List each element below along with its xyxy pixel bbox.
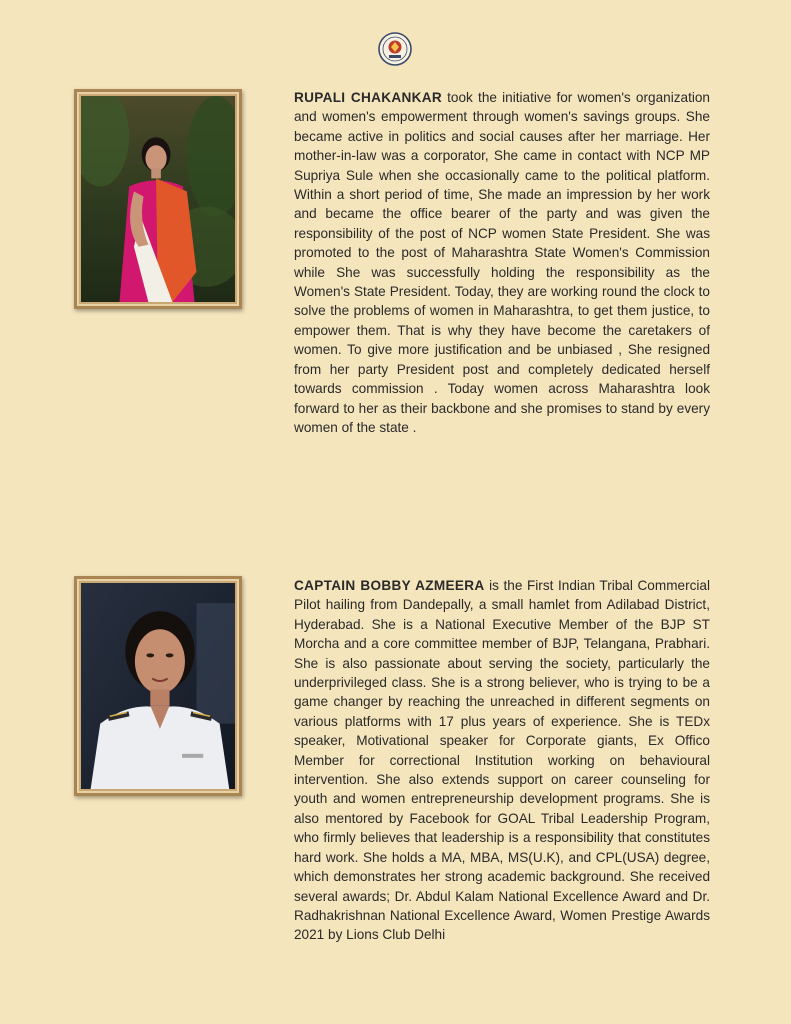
portrait-photo (81, 583, 235, 789)
profile-photo-rupali (74, 89, 242, 309)
profile-bio-text: took the initiative for women's organization and women's empowerment through women's savings groups. She became active in politics and social causes after her marriage. Her mother-in-law was a corporator, She came in contact with NCP MP Supriya Sule when she occasionally came to the political platform. Within a short period of time, She made an impression by her work and became the office bearer of the party and was given the responsibility of the post of NCP women State President. She was promoted to the post of Maharashtra State Women's Commission while She was successfully holding the responsibility as the Women's State President. Today, they are working round the clock to solve the problems of women in Maharashtra, to get them justice, to empower them. That is why they have become the caretakers of women. To give more justification and be unbiased , She resigned from her party President post and completely dedicated herself towards commission . Today women across Maharashtra look forward to her as their backbone and she promises to stand by every women of the state . (294, 90, 710, 435)
profile-name: CAPTAIN BOBBY AZMEERA (294, 578, 485, 593)
profile-name: RUPALI CHAKANKAR (294, 90, 442, 105)
portrait-photo (81, 96, 235, 302)
profile-photo-bobby (74, 576, 242, 796)
profile-bio-rupali (294, 88, 710, 437)
profile-bio-text: is the First Indian Tribal Commercial Pilot hailing from Dandepally, a small hamlet from Adilabad District, Hyderabad. She is a National Executive Member of the BJP ST Morcha and a core committee member of BJP, Telangana, Prabhari. She is also passionate about serving the society, particularly the underprivileged class. She is a strong believer, who is trying to be a game changer by reaching the unreached in different segments on various platforms with 17 plus years of experience. She is TEDx speaker, Motivational speaker for Corporate giants, Ex Offico Member for correctional Institution working on behavioural intervention. She also extends support on career counseling for youth and women entrepreneurship development programs. She is also mentored by Facebook for GOAL Tribal Leadership Program, who firmly believes that leadership is a responsibility that constitutes hard work. She holds a MA, MBA, MS(U.K), and CPL(USA) degree, which demonstrates her strong academic background. She received several awards; Dr. Abdul Kalam National Excellence Award and Dr. Radhakrishnan National Excellence Award, Women Prestige Awards 2021 by Lions Club Delhi (294, 578, 711, 943)
profile-bio-bobby (294, 576, 710, 945)
emblem-icon (378, 32, 412, 66)
